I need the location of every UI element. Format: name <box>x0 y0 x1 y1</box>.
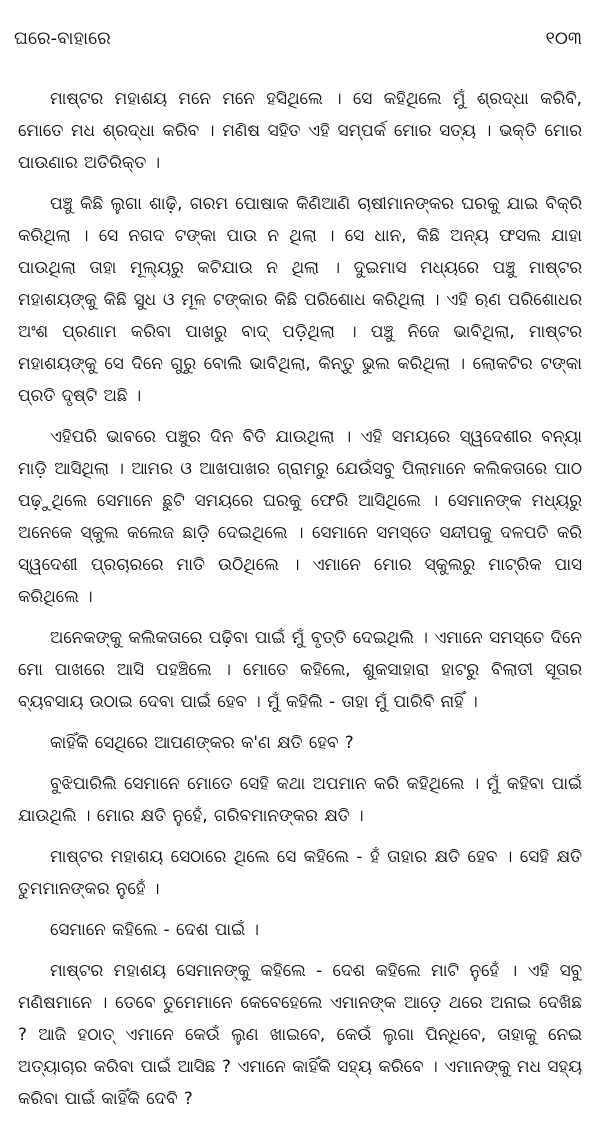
page-header <box>14 28 582 54</box>
paragraph: ଏହିପରି ଭାବରେ ପଞ୍ଚୁର ଦିନ ବିତି ଯାଉଥିଲା । ଏହି ସମୟରେ ସ୍ୱଦେଶୀର ବନ୍ୟା ମାଡ଼ି ଆସିଥିଲା । ଆମର ଓ ଆଖପାଖର ଗ୍ରାମରୁ ଯେଉଁସବୁ ପିଲାମାନେ କଲିକତାରେ ପାଠ ପଢ଼ୁଥିଲେ ସେମାନେ ଛୁଟି ସମୟରେ ଘରକୁ ଫେରି ଆସିଥିଲେ । ସେମାନଙ୍କ ମଧ୍ୟରୁ ଅନେକେ ସ୍କୁଲ କଲେଜ ଛାଡ଼ି ଦେଇଥିଲେ । ସେମାନେ ସମସ୍ତେ ସନ୍ଦୀପକୁ ଦଳପତି କରି ସ୍ୱଦେଶୀ ପ୍ରଚାରରେ ମାତି ଉଠିଥିଲେ । ଏମାନେ ମୋର ସ୍କୁଲରୁ ମାଟ୍ରିକ ପାସ କରିଥିଲେ । <box>18 426 582 606</box>
running-title: ଘରେ-ବାହାରେ <box>14 28 111 49</box>
paragraph: କାହିଁକି ସେଥିରେ ଆପଣଙ୍କର କ'ଣ କ୍ଷତି ହେବ ? <box>50 732 354 752</box>
paragraph: ମାଷ୍ଟର ମହାଶୟ ମନେ ମନେ ହସିଥିଲେ । ସେ କହିଥିଲେ ମୁଁ ଶ୍ରଦ୍ଧା କରିବି, ମୋତେ ମଧ ଶ୍ରଦ୍ଧା କରିବ । ମଣିଷ ସହିତ ଏହି ସମ୍ପର୍କ ମୋର ସତ୍ୟ । ଭକ୍ତି ମୋର ପାଉଣାର ଅତିରିକ୍ତ । <box>18 88 582 172</box>
paragraph: ମାଷ୍ଟର ମହାଶୟ ସେମାନଙ୍କୁ କହିଲେ - ଦେଶ କହିଲେ ମାଟି ନୁହେଁ । ଏହି ସବୁ ମଣିଷମାନେ । ତେବେ ତୁମେମାନେ କେବେହେଲେ ଏମାନଙ୍କ ଆଡ଼େ ଥରେ ଅନାଇ ଦେଖିଛ ? ଆଜି ହଠାତ୍ ଏମାନେ କେଉଁ ଲୁଣ ଖାଇବେ, କେଉଁ ଲୁଗା ପିନ୍ଧିବେ, ତାହାକୁ ନେଇ ଅତ୍ୟାଚାର କରିବା ପାଇଁ ଆସିଛ ? ଏମାନେ କାହିଁକି ସହ୍ୟ କରିବେ । ଏମାନଙ୍କୁ ମଧ ସହ୍ୟ କରିବା ପାଇଁ କାହିଁକି ଦେବି ? <box>18 960 582 1108</box>
paragraph: ମାଷ୍ଟର ମହାଶୟ ସେଠାରେ ଥିଲେ ସେ କହିଲେ - ହଁ ତାହାର କ୍ଷତି ହେବ । ସେହି କ୍ଷତି ତୁମମାନଙ୍କର ନୁହେଁ । <box>18 846 582 898</box>
page-number: ୧୦୩ <box>545 28 582 49</box>
paragraph: ସେମାନେ କହିଲେ - ଦେଶ ପାଇଁ । <box>50 919 259 939</box>
paragraph: ପଞ୍ଚୁ କିଛି ଲୁଗା ଶାଢ଼ି, ଗରମ ପୋଷାକ କିଣିଆଣି ଚାଷୀମାନଙ୍କର ଘରକୁ ଯାଇ ବିକ୍ରି କରିଥିଲା । ସେ ନଗଦ ଟଙ୍କା ପାଉ ନ ଥିଲା । ସେ ଧାନ, କିଛି ଅନ୍ୟ ଫସଲ ଯାହା ପାଉଥିଲା ତାହା ମୂଲ୍ୟରୁ କଟିଯାଉ ନ ଥିଲା । ଦୁଇମାସ ମଧ୍ୟରେ ପଞ୍ଚୁ ମାଷ୍ଟର ମହାଶୟଙ୍କୁ କିଛି ସୁଧ ଓ ମୂଳ ଟଙ୍କାର କିଛି ପରିଶୋଧ କରିଥିଲା । ଏହି ଋଣ ପରିଶୋଧର ଅଂଶ ପ୍ରଣାମ କରିବା ପାଖରୁ ବାଦ୍ ପଡ଼ିଥିଲା । ପଞ୍ଚୁ ନିଜେ ଭାବିଥିଲା, ମାଷ୍ଟର ମହାଶୟଙ୍କୁ ସେ ଦିନେ ଗୁରୁ ବୋଲି ଭାବିଥିଲା, କିନ୍ତୁ ଭୁଲ କରିଥିଲା । ଲୋକଟିର ଟଙ୍କା ପ୍ରତି ଦୃଷ୍ଟି ଅଛି । <box>18 193 582 405</box>
paragraph: ଅନେକଙ୍କୁ କଲିକତାରେ ପଢ଼ିବା ପାଇଁ ମୁଁ ବୃତ୍ତି ଦେଇଥିଲି । ଏମାନେ ସମସ୍ତେ ଦିନେ ମୋ ପାଖରେ ଆସି ପହଞ୍ଚିଲେ । ମୋତେ କହିଲେ, ଶୁକସାହାରା ହାଟରୁ ବିଲାତୀ ସୂତାର ବ୍ୟବସାୟ ଉଠାଇ ଦେବା ପାଇଁ ହେବ । ମୁଁ କହିଲି - ତାହା ମୁଁ ପାରିବି ନାହିଁ । <box>18 627 582 711</box>
paragraph: ବୁଝିପାରିଲି ସେମାନେ ମୋତେ ସେହି କଥା ଅପମାନ କରି କହିଥିଲେ । ମୁଁ କହିବା ପାଇଁ ଯାଉଥିଲି । ମୋର କ୍ଷତି ନୁହେଁ, ଗରିବମାନଙ୍କର କ୍ଷତି । <box>18 773 582 825</box>
body-text <box>18 82 582 1123</box>
